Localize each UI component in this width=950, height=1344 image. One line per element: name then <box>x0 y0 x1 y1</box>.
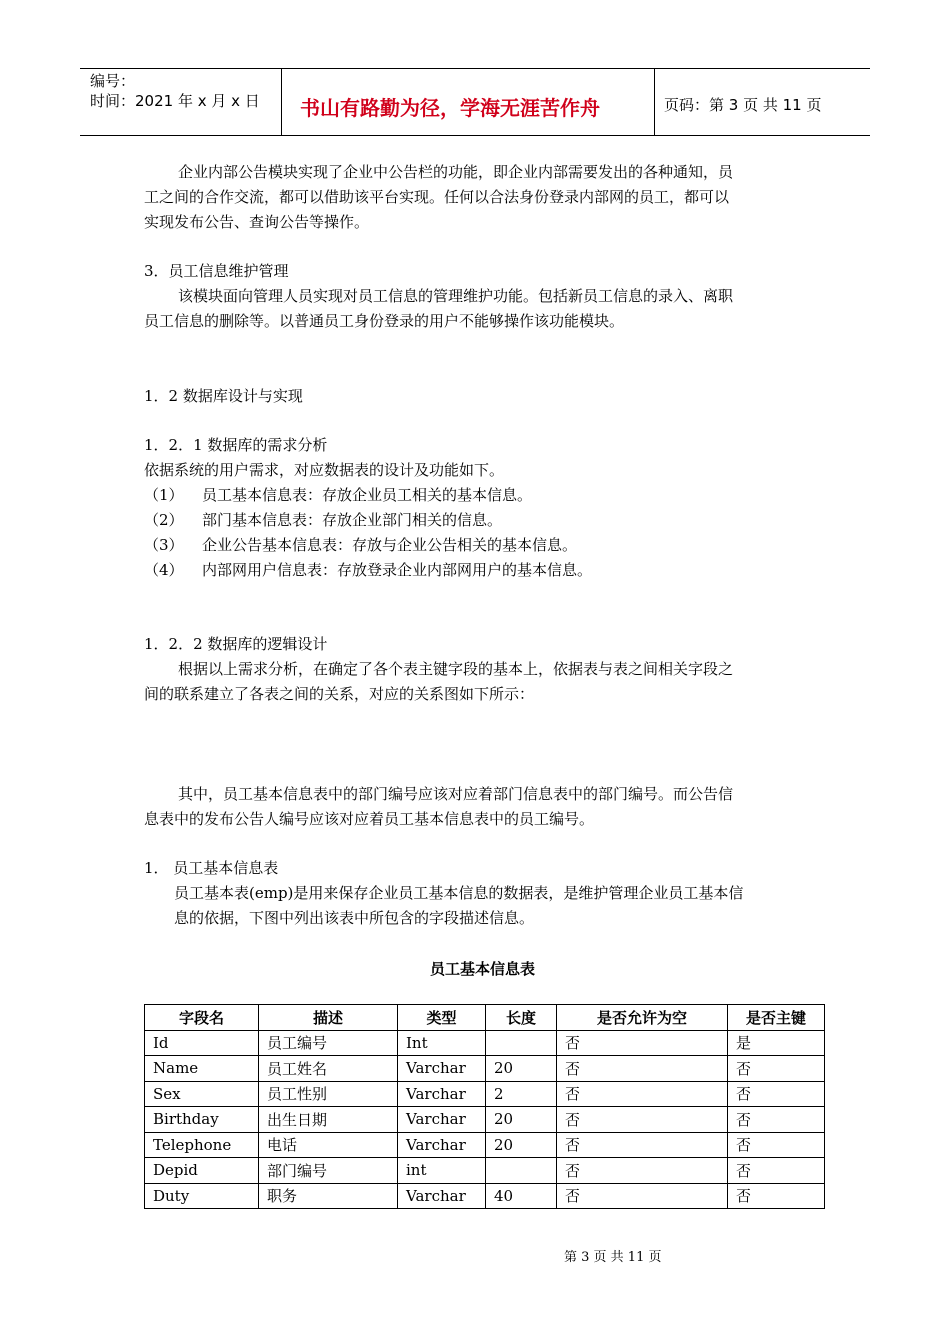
cell-description: 职务 <box>259 1183 398 1209</box>
cell-length: 20 <box>486 1132 557 1158</box>
req-item-2-text: 部门基本信息表：存放企业部门相关的信息。 <box>202 511 503 529</box>
cell-primary-key: 否 <box>728 1107 825 1133</box>
cell-nullable: 否 <box>557 1081 728 1107</box>
cell-field-name: Name <box>145 1056 259 1082</box>
table-row <box>145 1030 825 1056</box>
cell-field-name: Telephone <box>145 1132 259 1158</box>
cell-field-name: Id <box>145 1030 259 1056</box>
requirements-paragraph: 依据系统的用户需求，对应数据表的设计及功能如下。 <box>144 461 505 479</box>
cell-type: Int <box>398 1030 486 1056</box>
section-heading-emp-table: 1． 员工基本信息表 <box>144 859 279 877</box>
page-footer: 第 3 页 共 11 页 <box>564 1250 662 1265</box>
table-row <box>145 1158 825 1184</box>
emp-table-paragraph-line-1: 员工基本表(emp)是用来保存企业员工基本信息的数据表，是维护管理企业员工基本信 <box>174 884 744 902</box>
req-item-3-number: （3） <box>144 536 184 554</box>
cell-nullable: 否 <box>557 1030 728 1056</box>
cell-nullable: 否 <box>557 1056 728 1082</box>
cell-length <box>486 1158 557 1184</box>
section-heading-logical-design: 1．2．2 数据库的逻辑设计 <box>144 635 328 653</box>
notice-paragraph-line-1: 企业内部公告模块实现了企业中公告栏的功能，即企业内部需要发出的各种通知，员 <box>178 163 734 181</box>
cell-length: 2 <box>486 1081 557 1107</box>
cell-nullable: 否 <box>557 1107 728 1133</box>
logical-paragraph-line-1: 根据以上需求分析，在确定了各个表主键字段的基本上，依据表与表之间相关字段之 <box>178 660 734 678</box>
column-header-type: 类型 <box>398 1005 486 1031</box>
employee-fields-table <box>144 1004 825 1209</box>
req-item-1-text: 员工基本信息表：存放企业员工相关的基本信息。 <box>202 486 533 504</box>
table-row <box>145 1132 825 1158</box>
cell-primary-key: 否 <box>728 1056 825 1082</box>
table-row <box>145 1107 825 1133</box>
column-header-nullable: 是否允许为空 <box>557 1005 728 1031</box>
cell-description: 出生日期 <box>259 1107 398 1133</box>
column-header-length: 长度 <box>486 1005 557 1031</box>
req-item-4-text: 内部网用户信息表：存放登录企业内部网用户的基本信息。 <box>202 561 593 579</box>
cell-nullable: 否 <box>557 1183 728 1209</box>
cell-primary-key: 是 <box>728 1030 825 1056</box>
header-divider-right <box>654 68 655 136</box>
logical-paragraph-line-2: 间的联系建立了各表之间的关系，对应的关系图如下所示： <box>144 685 535 703</box>
relation-paragraph-line-1: 其中，员工基本信息表中的部门编号应该对应着部门信息表中的部门编号。而公告信 <box>178 785 734 803</box>
cell-length: 20 <box>486 1056 557 1082</box>
req-item-2-number: （2） <box>144 511 184 529</box>
notice-paragraph-line-3: 实现发布公告、查询公告等操作。 <box>144 213 370 231</box>
table-header-row <box>145 1005 825 1031</box>
cell-description: 员工姓名 <box>259 1056 398 1082</box>
cell-description: 员工性别 <box>259 1081 398 1107</box>
cell-field-name: Duty <box>145 1183 259 1209</box>
cell-description: 部门编号 <box>259 1158 398 1184</box>
header-page-info: 页码：第 3 页 共 11 页 <box>664 96 822 114</box>
emp-mgmt-paragraph-line-2: 员工信息的删除等。以普通员工身份登录的用户不能够操作该功能模块。 <box>144 312 625 330</box>
table-row <box>145 1056 825 1082</box>
column-header-description: 描述 <box>259 1005 398 1031</box>
header-number-label: 编号： <box>90 72 136 90</box>
cell-length <box>486 1030 557 1056</box>
cell-length: 20 <box>486 1107 557 1133</box>
cell-nullable: 否 <box>557 1158 728 1184</box>
cell-type: Varchar <box>398 1056 486 1082</box>
relation-paragraph-line-2: 息表中的发布公告人编号应该对应着员工基本信息表中的员工编号。 <box>144 810 595 828</box>
cell-description: 电话 <box>259 1132 398 1158</box>
cell-primary-key: 否 <box>728 1158 825 1184</box>
cell-length: 40 <box>486 1183 557 1209</box>
emp-table-paragraph-line-2: 息的依据，下图中列出该表中所包含的字段描述信息。 <box>174 909 535 927</box>
cell-type: Varchar <box>398 1107 486 1133</box>
cell-field-name: Sex <box>145 1081 259 1107</box>
section-heading-emp-mgmt: 3．员工信息维护管理 <box>144 262 289 280</box>
header-top-rule <box>80 68 870 69</box>
req-item-4-number: （4） <box>144 561 184 579</box>
req-item-3-text: 企业公告基本信息表：存放与企业公告相关的基本信息。 <box>202 536 578 554</box>
header-time-label: 时间：2021 年 x 月 x 日 <box>90 92 260 110</box>
cell-nullable: 否 <box>557 1132 728 1158</box>
column-header-field-name: 字段名 <box>145 1005 259 1031</box>
cell-primary-key: 否 <box>728 1081 825 1107</box>
cell-type: int <box>398 1158 486 1184</box>
table-caption: 员工基本信息表 <box>430 960 536 978</box>
cell-description: 员工编号 <box>259 1030 398 1056</box>
header-bottom-rule <box>80 135 870 136</box>
cell-primary-key: 否 <box>728 1183 825 1209</box>
req-item-1-number: （1） <box>144 486 184 504</box>
emp-mgmt-paragraph-line-1: 该模块面向管理人员实现对员工信息的管理维护功能。包括新员工信息的录入、离职 <box>178 287 734 305</box>
cell-type: Varchar <box>398 1183 486 1209</box>
section-heading-requirements: 1．2．1 数据库的需求分析 <box>144 436 328 454</box>
cell-type: Varchar <box>398 1132 486 1158</box>
cell-field-name: Birthday <box>145 1107 259 1133</box>
cell-type: Varchar <box>398 1081 486 1107</box>
header-motto: 书山有路勤为径，学海无涯苦作舟 <box>300 96 600 120</box>
header-divider-left <box>281 68 282 136</box>
section-heading-db-design: 1．2 数据库设计与实现 <box>144 387 303 405</box>
notice-paragraph-line-2: 工之间的合作交流，都可以借助该平台实现。任何以合法身份登录内部网的员工，都可以 <box>144 188 730 206</box>
cell-field-name: Depid <box>145 1158 259 1184</box>
table-row <box>145 1081 825 1107</box>
table-row <box>145 1183 825 1209</box>
column-header-primary-key: 是否主键 <box>728 1005 825 1031</box>
cell-primary-key: 否 <box>728 1132 825 1158</box>
